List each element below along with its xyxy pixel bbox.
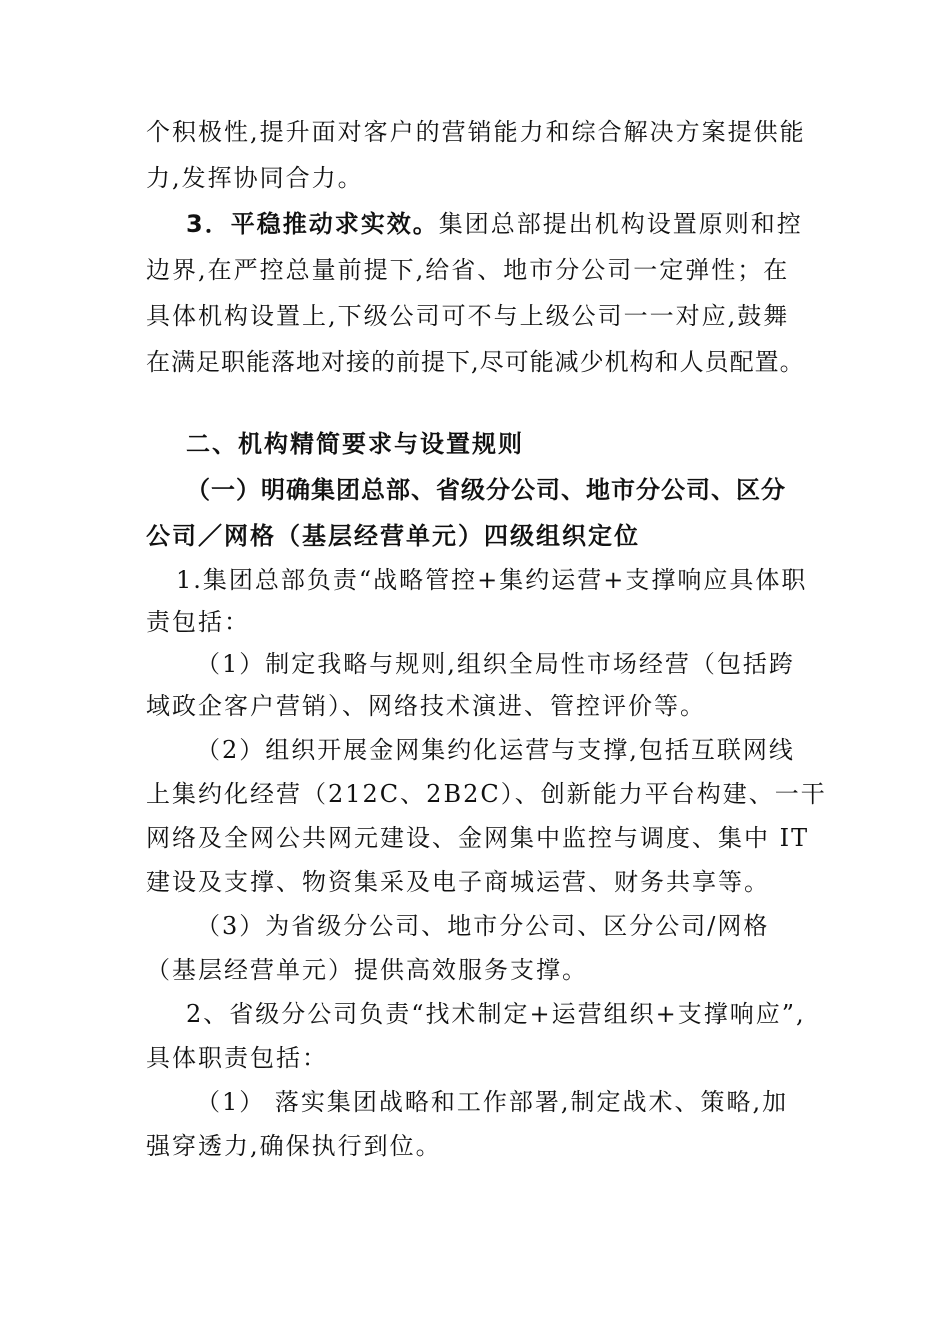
section-heading: 二、机构精简要求与设置规则 bbox=[186, 430, 524, 458]
text-line: 个积极性,提升面对客户的营销能力和综合解决方案提供能 bbox=[146, 118, 806, 146]
bold-lead-in: 3．平稳推动求实效。 bbox=[186, 210, 439, 238]
text-line: 域政企客户营销）、网络技术演进、管控评价等。 bbox=[146, 692, 706, 720]
subsection-heading-continued: 公司／网格（基层经营单元）四级组织定位 bbox=[146, 522, 640, 550]
text-line: （2）组织开展金网集约化运营与支撑,包括互联网线 bbox=[196, 736, 795, 764]
text-line: （1）制定我略与规则,组织全局性市场经营（包括跨 bbox=[196, 650, 795, 678]
subsection-heading: （一）明确集团总部、省级分公司、地市分公司、区分 bbox=[186, 476, 786, 504]
text-line: 具体机构设置上,下级公司可不与上级公司一一对应,鼓舞 bbox=[146, 302, 790, 330]
text-line: （3）为省级分公司、地市分公司、区分公司/网格 bbox=[196, 912, 770, 940]
text-line: 责包括： bbox=[146, 608, 250, 636]
text-line: （1） 落实集团战略和工作部署,制定战术、策略,加 bbox=[196, 1088, 789, 1116]
text-line: 边界,在严控总量前提下,给省、地市分公司一定弹性；在 bbox=[146, 256, 790, 284]
text-line: 2、省级分公司负责“找术制定+运营组织+支撑响应”, bbox=[186, 1000, 806, 1028]
text-span: 集团总部提出机构设置原则和控 bbox=[438, 210, 803, 238]
text-line: 强穿透力,确保执行到位。 bbox=[146, 1132, 442, 1160]
text-line: 上集约化经营（212C、2B2C）、创新能力平台构建、一干 bbox=[146, 780, 827, 808]
text-line: 具体职责包括： bbox=[146, 1044, 328, 1072]
text-line bbox=[186, 208, 856, 240]
text-line: （基层经营单元）提供高效服务支撑。 bbox=[146, 956, 588, 984]
text-line: 网络及全网公共网元建设、金网集中监控与调度、集中 IT bbox=[146, 824, 810, 852]
text-line: 在满足职能落地对接的前提下,尽可能减少机构和人员配置。 bbox=[146, 348, 805, 376]
text-line: 1.集团总部负责“战略管控+集约运营+支撑响应具体职 bbox=[176, 566, 808, 594]
text-line: 建设及支撑、物资集采及电子商城运营、财务共享等。 bbox=[146, 868, 770, 896]
text-line: 力,发挥协同合力。 bbox=[146, 164, 364, 192]
